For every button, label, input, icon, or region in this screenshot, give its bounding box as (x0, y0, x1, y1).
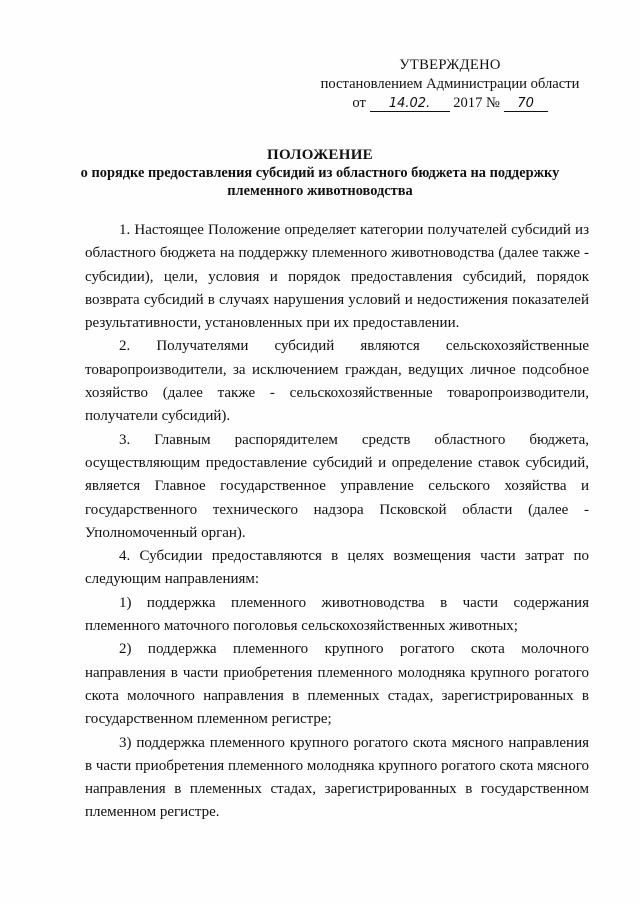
document-title: ПОЛОЖЕНИЕ (267, 147, 373, 163)
paragraph-4-item-2: 2) поддержка племенного крупного рогатого скота молочного направления в части приобретения племенного молодняка крупного рогатого скота молочного направления в племенных стадах, зарегистрированных в государственном племенном регистре; (85, 641, 589, 728)
date-prefix: от (352, 95, 366, 111)
handwritten-number: 70 (504, 97, 548, 112)
paragraph-2: 2. Получателями субсидий являются сельскохозяйственные товаропроизводители, за исключением граждан, ведущих личное подсобное хозяйство (далее также - сельскохозяйственные товаропроизводители, получатели субсидий). (85, 338, 589, 425)
approved-by: постановлением Администрации области (320, 76, 580, 92)
paragraph-4: 4. Субсидии предоставляются в целях возмещения части затрат по следующим направлениям: (85, 548, 589, 588)
approval-year: 2017 № (453, 95, 500, 111)
paragraph-1: 1. Настоящее Положение определяет категории получателей субсидий из областного бюджета на поддержку племенного животноводства (далее также - субсидии), цели, условия и порядок предоставления субсидий, порядок возврата субсидий в случаях нарушения условий и недостижения показателей результативности, установленных при их предоставлении. (85, 222, 589, 332)
approved-label: УТВЕРЖДЕНО (399, 57, 501, 73)
approval-date-line (300, 94, 600, 113)
document-body (85, 219, 589, 825)
document-subtitle-line-1: о порядке предоставления субсидий из областного бюджета на поддержку (80, 165, 560, 181)
paragraph-4-item-3: 3) поддержка племенного крупного рогатого скота мясного направления в части приобретения племенного молодняка крупного рогатого скота мясного направления в племенных стадах, зарегистрированных в государственном племенном регистре. (85, 734, 589, 821)
approval-stamp (300, 56, 600, 113)
paragraph-3: 3. Главным распорядителем средств областного бюджета, осуществляющим предоставление субсидий и определение ставок субсидий, является Главное государственное управление сельского хозяйства и государственного технического надзора Псковской области (далее - Уполномоченный орган). (85, 431, 589, 541)
document-heading (60, 146, 580, 200)
handwritten-date: 14.02. (370, 97, 450, 112)
paragraph-4-item-1: 1) поддержка племенного животноводства в части содержания племенного маточного поголовья сельскохозяйственных животных; (85, 594, 589, 635)
document-subtitle-line-2: племенного животноводства (227, 183, 413, 199)
